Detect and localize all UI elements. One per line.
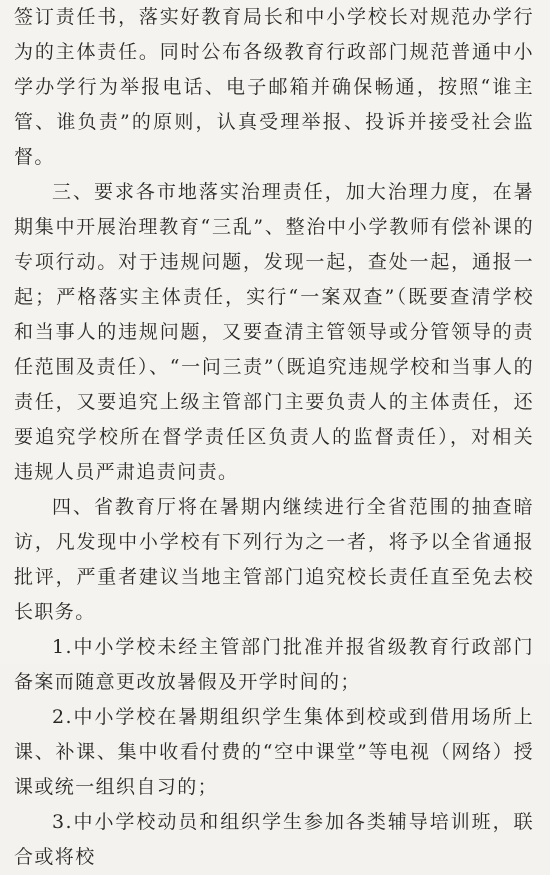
document-body [14, 0, 534, 875]
list-item-1: 1.中小学校未经主管部门批准并报省级教育行政部门备案而随意更改放暑假及开学时间的； [14, 636, 534, 693]
list-item-3: 3.中小学校动员和组织学生参加各类辅导培训班，联合或将校 [14, 811, 534, 868]
paragraph-section-three: 三、要求各市地落实治理责任，加大治理力度，在暑期集中开展治理教育“三乱”、整治中小学教师有偿补课的专项行动。对于违规问题，发现一起，查处一起，通报一起；严格落实主体责任，实行“一案双查”（既要查清学校和当事人的违规问题，又要查清主管领导或分管领导的责任范围及责任）、“一问三责”（既追究违规学校和当事人的责任，又要追究上级主管部门主要负责人的主体责任，还要追究学校所在督学责任区负责人的监督责任），对相关违规人员严肃追责问责。 [14, 181, 534, 483]
list-item-2: 2.中小学校在暑期组织学生集体到校或到借用场所上课、补课、集中收看付费的“空中课堂”等电视（网络）授课或统一组织自习的； [14, 706, 534, 798]
paragraph-section-four: 四、省教育厅将在暑期内继续进行全省范围的抽查暗访，凡发现中小学校有下列行为之一者，将予以全省通报批评，严重者建议当地主管部门追究校长责任直至免去校长职务。 [14, 496, 534, 623]
paragraph-responsibility: 签订责任书，落实好教育局长和中小学校长对规范办学行为的主体责任。同时公布各级教育行政部门规范普通中小学办学行为举报电话、电子邮箱并确保畅通，按照“谁主管、谁负责”的原则，认真受理举报、投诉并接受社会监督。 [14, 6, 534, 168]
